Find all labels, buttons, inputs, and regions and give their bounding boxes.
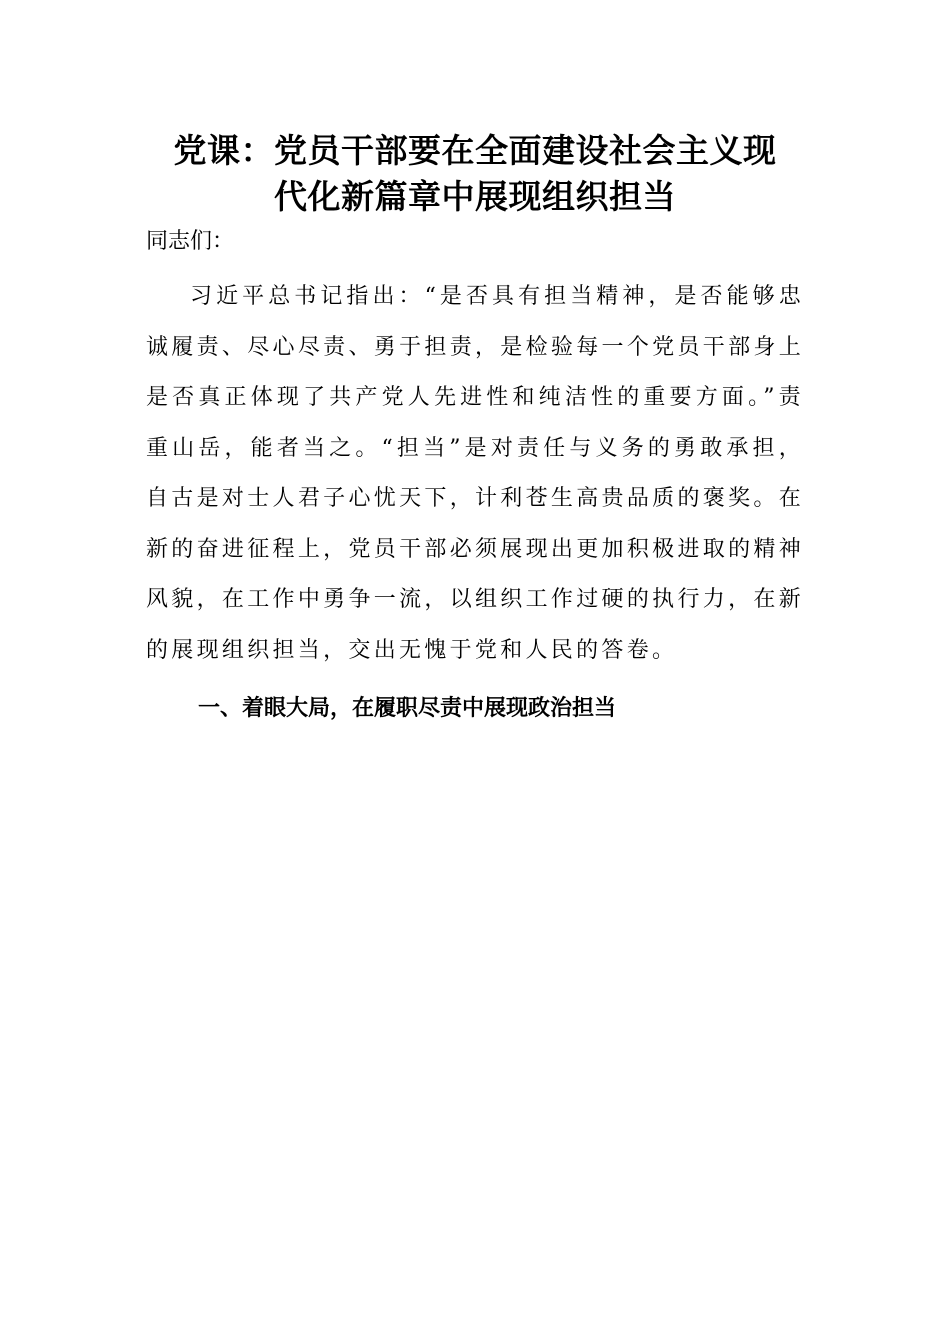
title-line-1: 党课：党员干部要在全面建设社会主义现	[173, 131, 777, 170]
section-heading-1: 一、着眼大局，在履职尽责中展现政治担当	[198, 696, 617, 721]
title-line-2: 代化新篇章中展现组织担当	[274, 177, 676, 216]
salutation: 同志们：	[146, 229, 235, 254]
document-body	[146, 128, 804, 732]
document-title	[146, 128, 804, 220]
paragraph-1: 习近平总书记指出：“是否具有担当精神，是否能够忠诚履责、尽心尽责、勇于担责，是检验每一个党员干部身上是否真正体现了共产党人先进性和纯洁性的重要方面。”责重山岳，能者当之。“担当”是对责任与义务的勇敢承担，自古是对士人君子心忧天下，计利苍生高贵品质的褒奖。在新的奋进征程上，党员干部必须展现出更加积极进取的精神风貌，在工作中勇争一流，以组织工作过硬的执行力，在新的展现组织担当，交出无愧于党和人民的答卷。	[146, 284, 804, 663]
